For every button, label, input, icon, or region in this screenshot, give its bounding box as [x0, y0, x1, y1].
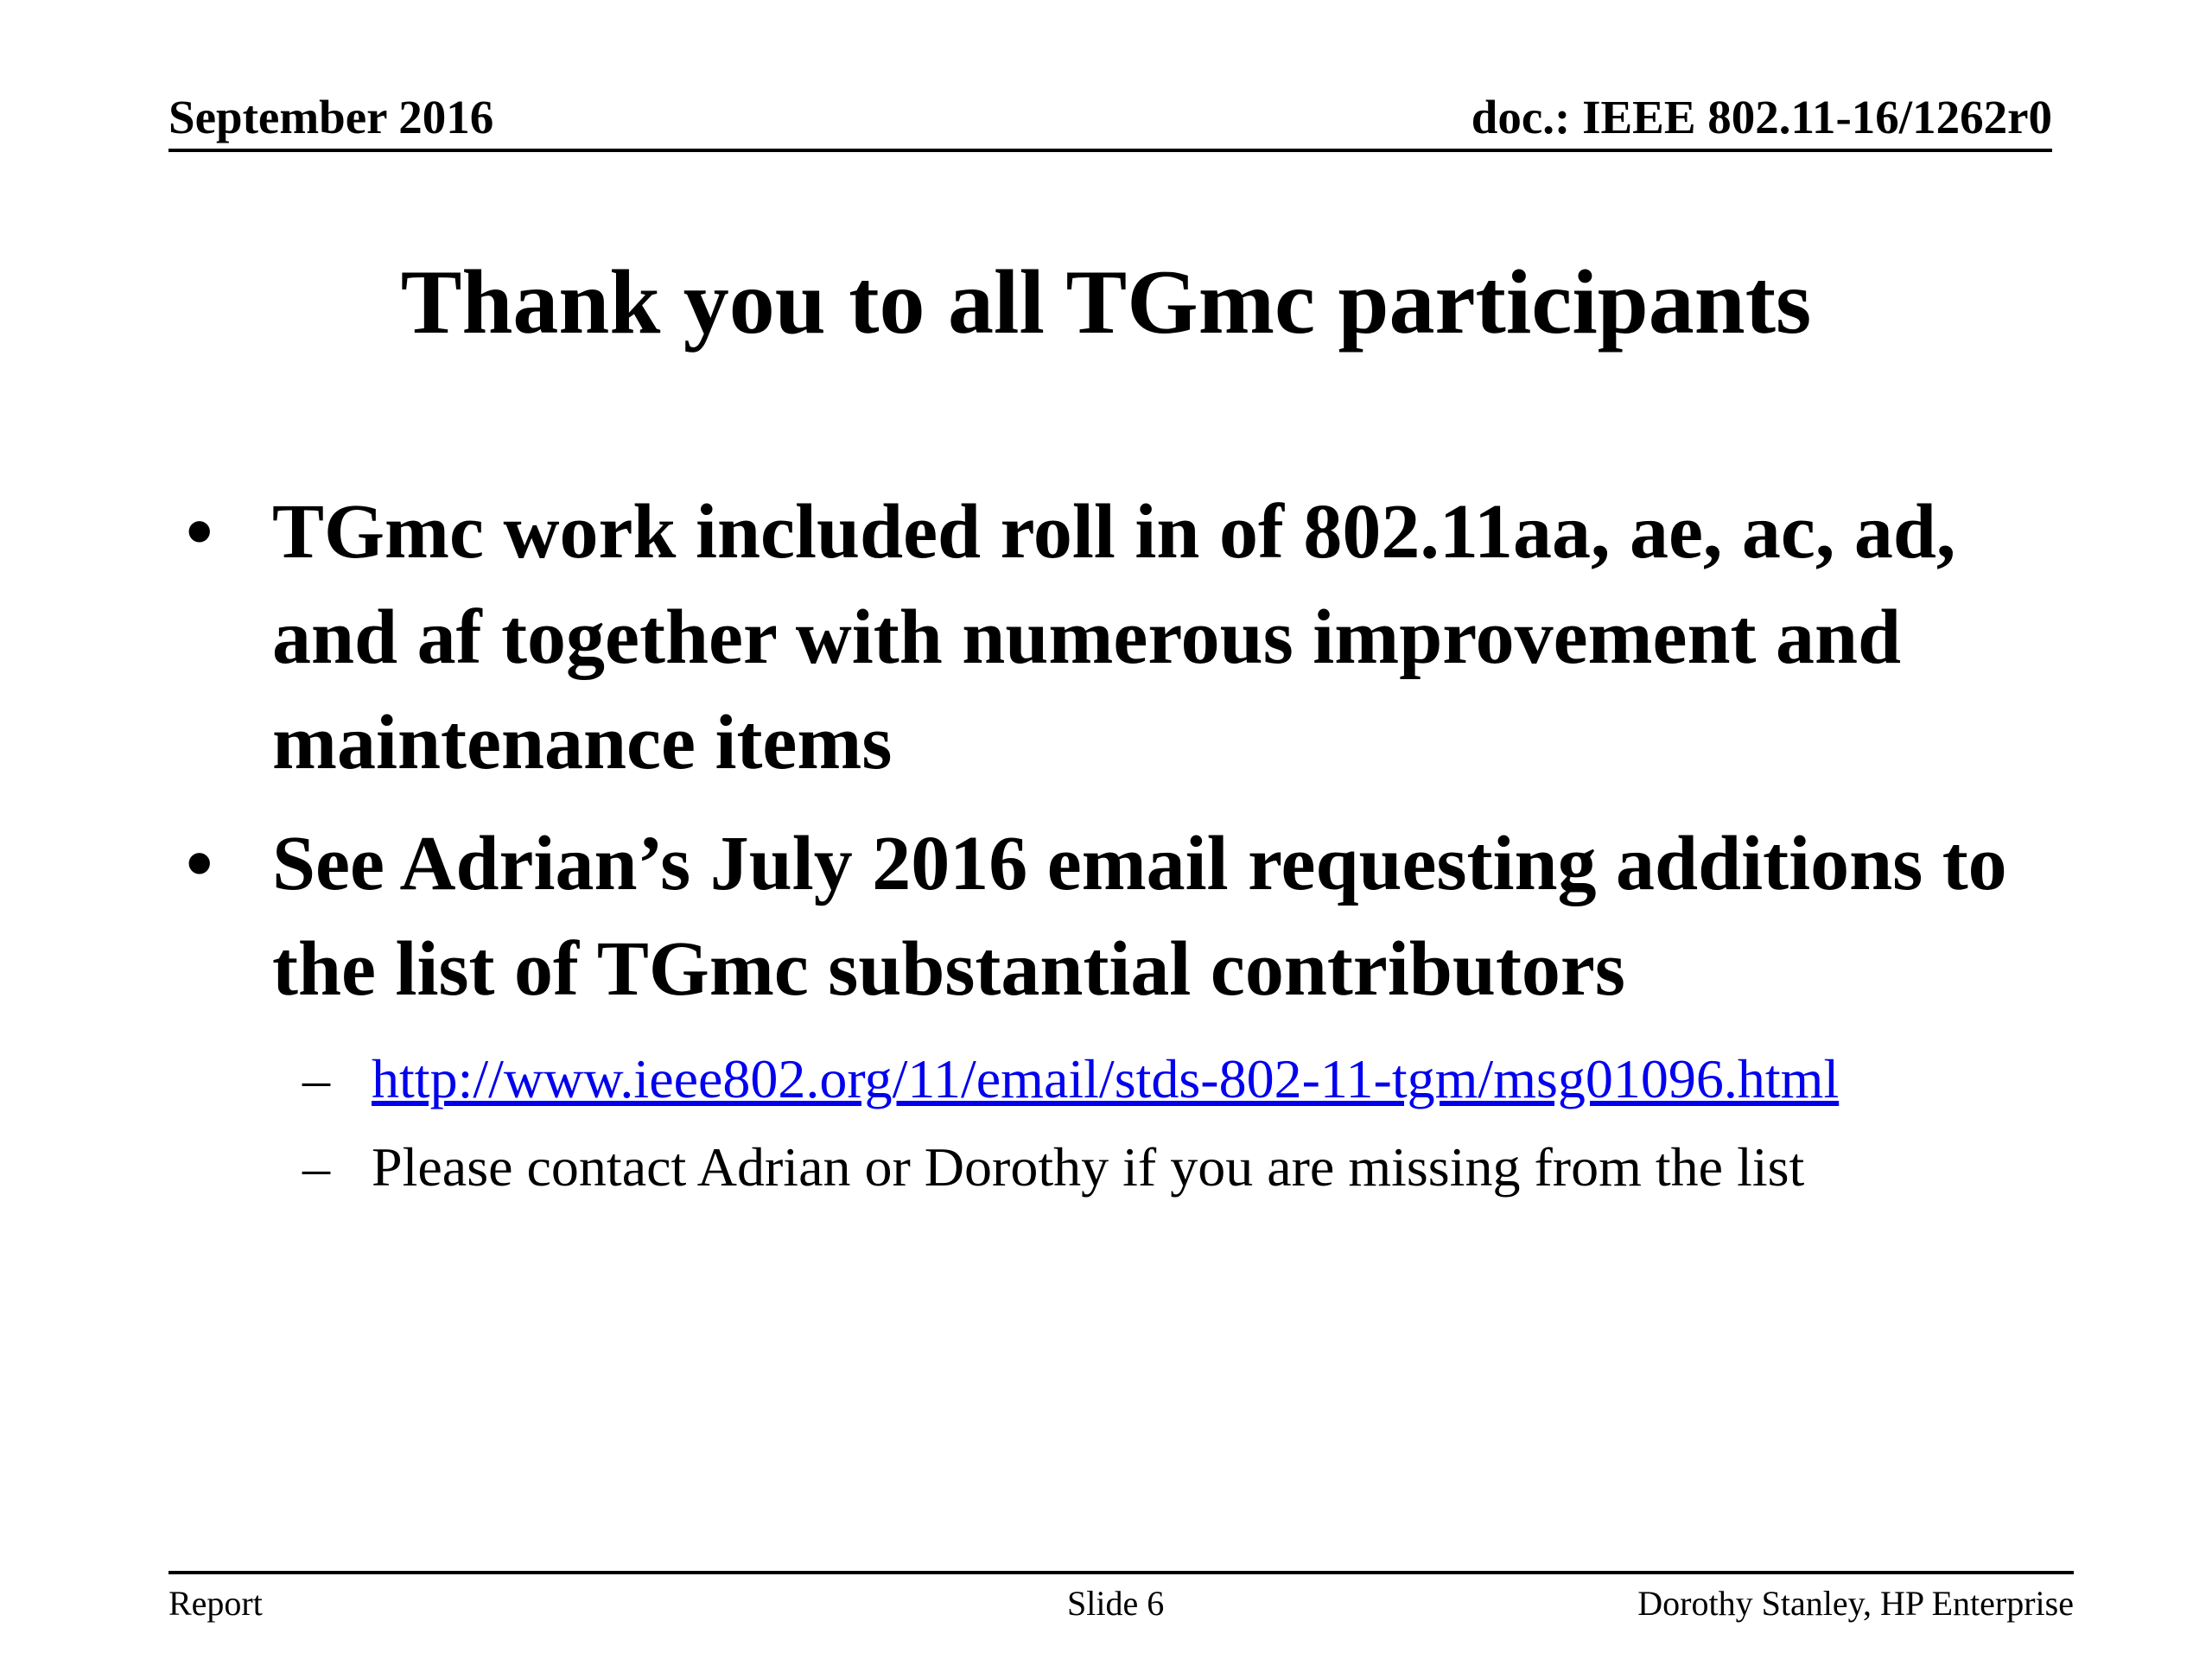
dash-marker: – [302, 1136, 330, 1198]
bullet-item [186, 811, 2087, 1022]
sub-item-text [186, 1126, 2087, 1209]
slide-header [168, 86, 2052, 152]
footer-author: Dorothy Stanley, HP Enterprise [1637, 1584, 2074, 1623]
bullet-marker: • [186, 821, 213, 906]
header-date: September 2016 [168, 91, 494, 143]
contact-note: Please contact Adrian or Dorothy if you are missing from the list [372, 1136, 1805, 1198]
dash-marker: – [302, 1048, 330, 1109]
slide-body [186, 480, 2087, 1209]
email-archive-link[interactable]: http://www.ieee802.org/11/email/stds-802-11-tgm/msg01096.html [372, 1048, 1840, 1109]
sub-item-link [186, 1038, 2087, 1121]
slide-title: Thank you to all TGmc participants [400, 251, 1812, 353]
bullet-text: See Adrian’s July 2016 email requesting additions to the list of TGmc substantial contributors [272, 821, 2007, 1012]
footer-slide-number: Slide 6 [1067, 1584, 1165, 1623]
header-doc-id: doc.: IEEE 802.11-16/1262r0 [1471, 91, 2052, 143]
footer-report: Report [168, 1584, 263, 1623]
bullet-item [186, 480, 2087, 796]
bullet-marker: • [186, 489, 213, 575]
slide-footer [168, 1571, 2074, 1630]
bullet-text: TGmc work included roll in of 802.11aa, ae, ac, ad, and af together with numerous improvement and maintenance items [272, 489, 1956, 785]
